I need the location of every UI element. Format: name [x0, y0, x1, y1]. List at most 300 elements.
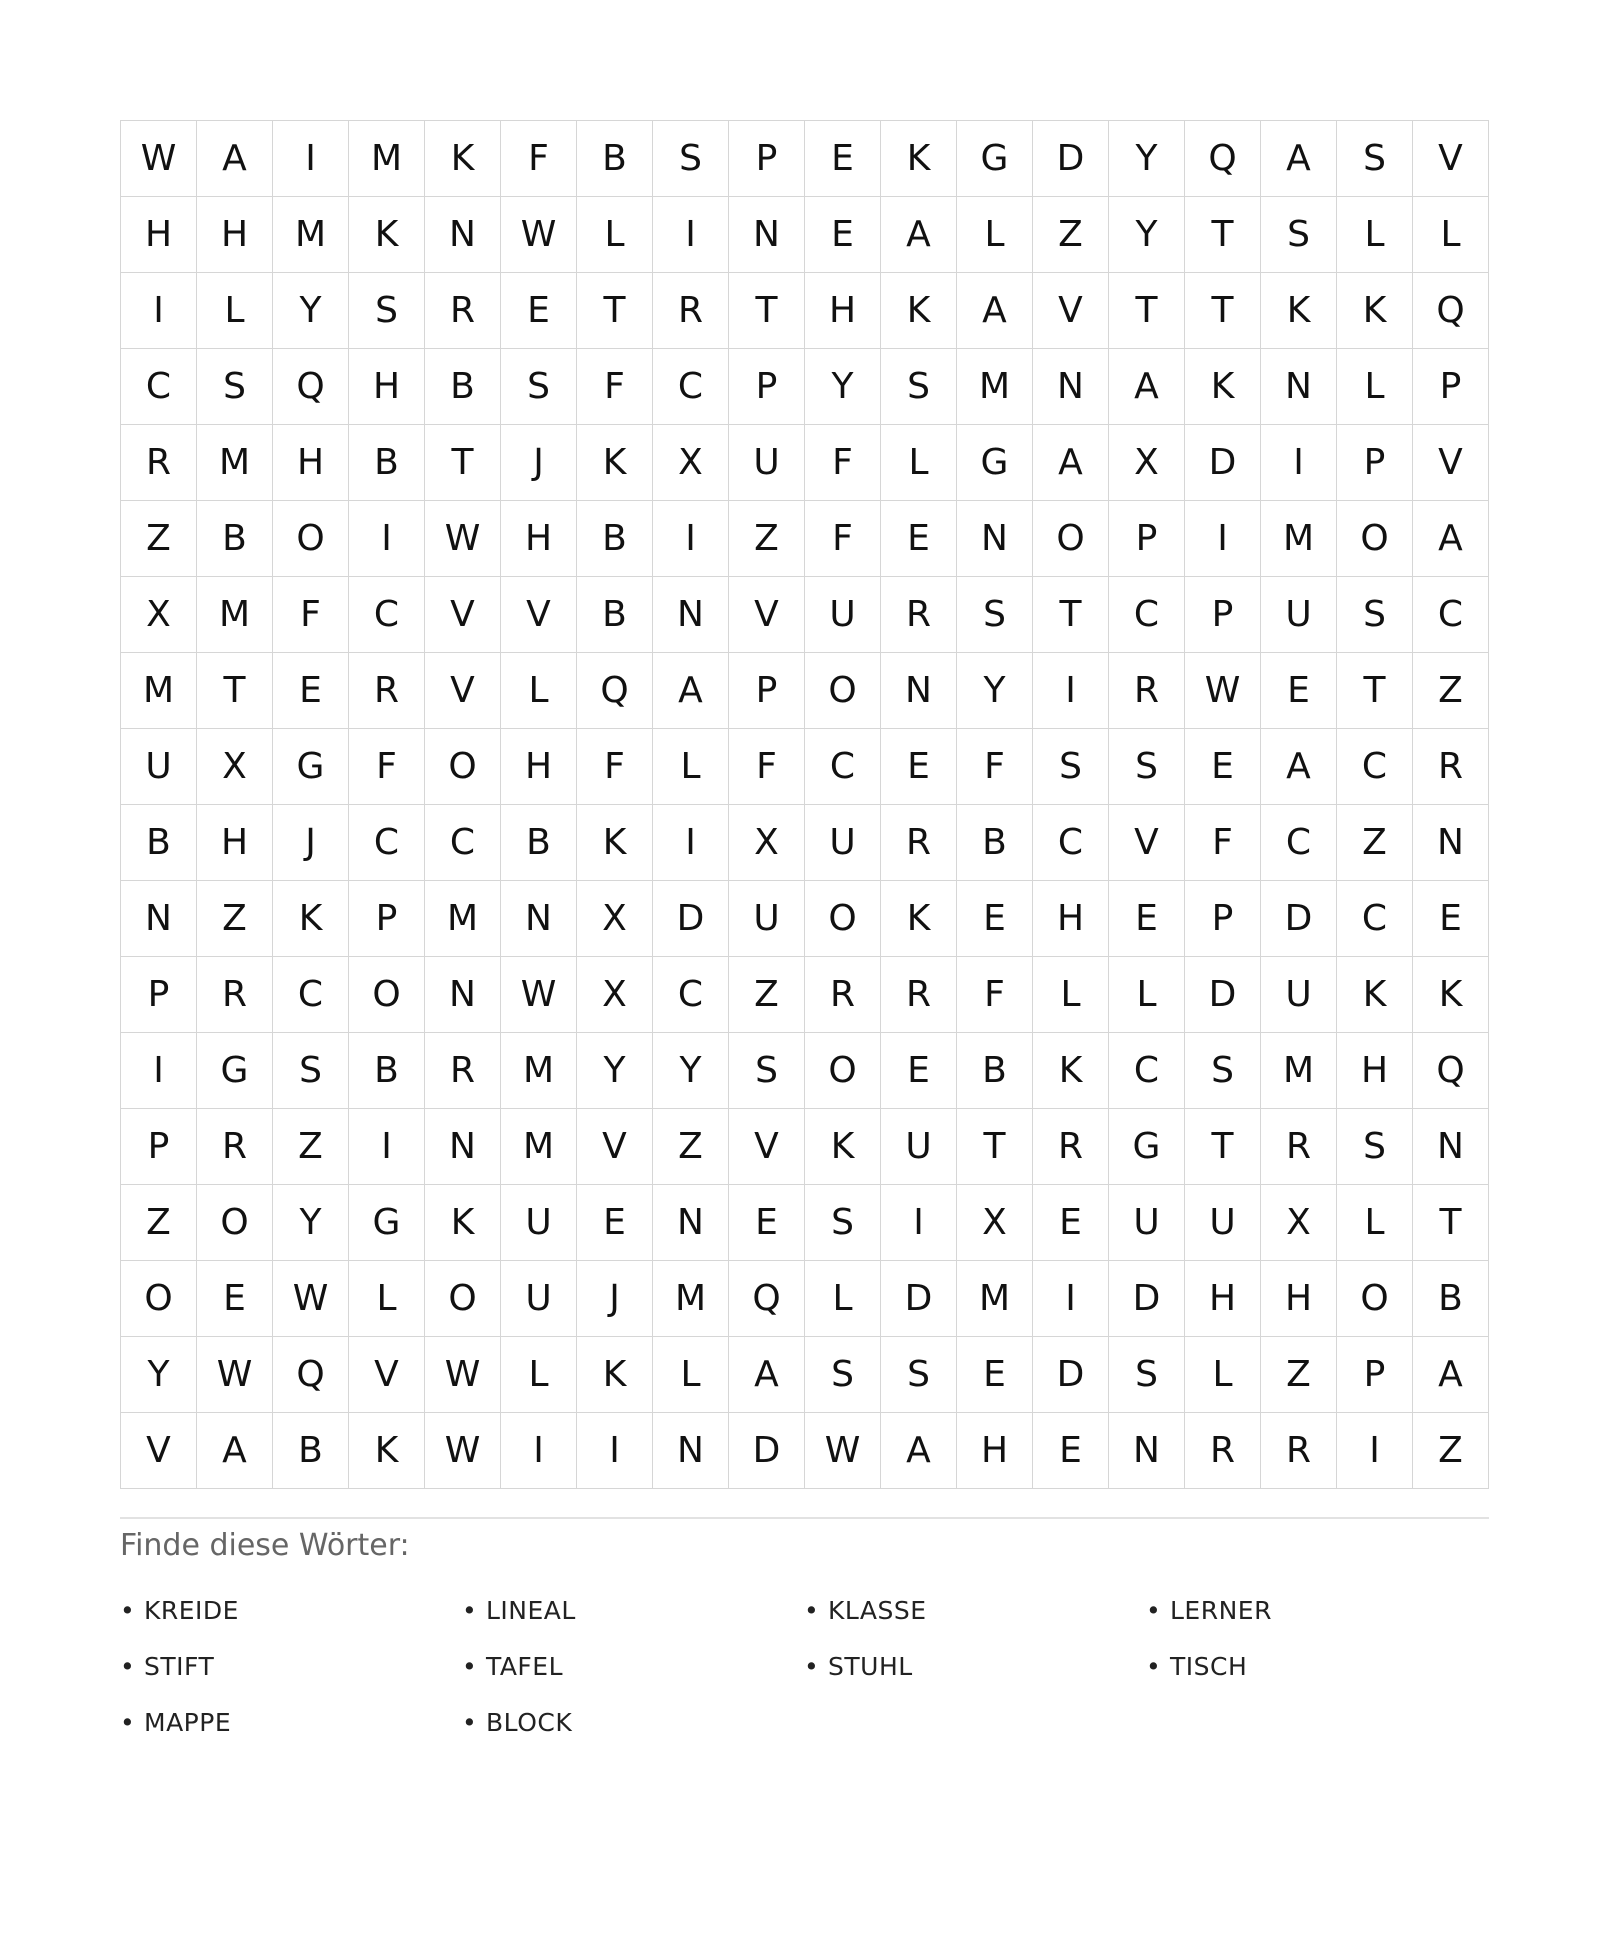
letter-cell[interactable]: S [1337, 577, 1413, 653]
letter-cell[interactable]: G [349, 1185, 425, 1261]
letter-cell[interactable]: R [805, 957, 881, 1033]
letter-cell[interactable]: W [121, 121, 197, 197]
letter-cell[interactable]: H [197, 197, 273, 273]
letter-cell[interactable]: M [957, 1261, 1033, 1337]
letter-cell[interactable]: D [1185, 957, 1261, 1033]
letter-cell[interactable]: B [1413, 1261, 1489, 1337]
letter-cell[interactable]: T [1337, 653, 1413, 729]
letter-cell[interactable]: T [425, 425, 501, 501]
letter-cell[interactable]: E [1185, 729, 1261, 805]
letter-cell[interactable]: M [957, 349, 1033, 425]
letter-cell[interactable]: S [273, 1033, 349, 1109]
letter-cell[interactable]: R [881, 577, 957, 653]
letter-cell[interactable]: Z [729, 957, 805, 1033]
letter-cell[interactable]: X [121, 577, 197, 653]
letter-cell[interactable]: P [1185, 577, 1261, 653]
letter-cell[interactable]: L [349, 1261, 425, 1337]
letter-cell[interactable]: K [577, 425, 653, 501]
letter-cell[interactable]: M [349, 121, 425, 197]
letter-cell[interactable]: L [501, 1337, 577, 1413]
letter-cell[interactable]: F [805, 501, 881, 577]
letter-cell[interactable]: A [729, 1337, 805, 1413]
letter-cell[interactable]: Q [1185, 121, 1261, 197]
letter-cell[interactable]: B [349, 1033, 425, 1109]
letter-cell[interactable]: C [1337, 729, 1413, 805]
letter-cell[interactable]: G [957, 425, 1033, 501]
letter-cell[interactable]: T [1033, 577, 1109, 653]
letter-cell[interactable]: H [1033, 881, 1109, 957]
letter-cell[interactable]: C [121, 349, 197, 425]
letter-cell[interactable]: S [1109, 1337, 1185, 1413]
letter-cell[interactable]: A [653, 653, 729, 729]
letter-cell[interactable]: X [957, 1185, 1033, 1261]
letter-cell[interactable]: X [577, 957, 653, 1033]
letter-cell[interactable]: P [1337, 425, 1413, 501]
letter-cell[interactable]: H [273, 425, 349, 501]
letter-cell[interactable]: K [881, 881, 957, 957]
letter-cell[interactable]: X [577, 881, 653, 957]
letter-cell[interactable]: F [273, 577, 349, 653]
letter-cell[interactable]: R [1109, 653, 1185, 729]
letter-cell[interactable]: L [653, 1337, 729, 1413]
letter-cell[interactable]: D [1033, 1337, 1109, 1413]
letter-cell[interactable]: K [273, 881, 349, 957]
letter-cell[interactable]: B [577, 501, 653, 577]
letter-cell[interactable]: E [957, 881, 1033, 957]
letter-cell[interactable]: B [957, 805, 1033, 881]
letter-cell[interactable]: L [957, 197, 1033, 273]
letter-cell[interactable]: S [501, 349, 577, 425]
letter-cell[interactable]: F [1185, 805, 1261, 881]
letter-cell[interactable]: P [729, 121, 805, 197]
letter-cell[interactable]: D [729, 1413, 805, 1489]
letter-cell[interactable]: P [349, 881, 425, 957]
letter-cell[interactable]: N [425, 1109, 501, 1185]
letter-cell[interactable]: I [1261, 425, 1337, 501]
letter-cell[interactable]: U [729, 425, 805, 501]
letter-cell[interactable]: R [349, 653, 425, 729]
letter-cell[interactable]: V [577, 1109, 653, 1185]
letter-cell[interactable]: B [273, 1413, 349, 1489]
letter-cell[interactable]: I [121, 273, 197, 349]
letter-cell[interactable]: P [729, 349, 805, 425]
letter-cell[interactable]: J [501, 425, 577, 501]
letter-cell[interactable]: V [1033, 273, 1109, 349]
letter-cell[interactable]: B [957, 1033, 1033, 1109]
letter-cell[interactable]: L [1337, 197, 1413, 273]
letter-cell[interactable]: E [1033, 1185, 1109, 1261]
letter-cell[interactable]: E [881, 729, 957, 805]
letter-cell[interactable]: T [577, 273, 653, 349]
letter-cell[interactable]: I [1185, 501, 1261, 577]
letter-cell[interactable]: L [577, 197, 653, 273]
letter-cell[interactable]: V [729, 577, 805, 653]
letter-cell[interactable]: Z [121, 501, 197, 577]
letter-cell[interactable]: S [881, 1337, 957, 1413]
letter-cell[interactable]: N [653, 577, 729, 653]
letter-cell[interactable]: O [197, 1185, 273, 1261]
letter-cell[interactable]: R [425, 1033, 501, 1109]
letter-cell[interactable]: A [1033, 425, 1109, 501]
letter-cell[interactable]: C [1033, 805, 1109, 881]
letter-cell[interactable]: I [577, 1413, 653, 1489]
letter-cell[interactable]: A [1413, 1337, 1489, 1413]
letter-cell[interactable]: O [805, 653, 881, 729]
letter-cell[interactable]: A [1109, 349, 1185, 425]
letter-cell[interactable]: L [1109, 957, 1185, 1033]
letter-cell[interactable]: U [1185, 1185, 1261, 1261]
letter-cell[interactable]: R [425, 273, 501, 349]
letter-cell[interactable]: S [1337, 121, 1413, 197]
letter-cell[interactable]: F [805, 425, 881, 501]
letter-cell[interactable]: U [729, 881, 805, 957]
letter-cell[interactable]: M [121, 653, 197, 729]
letter-cell[interactable]: R [197, 1109, 273, 1185]
letter-cell[interactable]: P [729, 653, 805, 729]
letter-cell[interactable]: C [805, 729, 881, 805]
letter-cell[interactable]: V [729, 1109, 805, 1185]
letter-cell[interactable]: W [197, 1337, 273, 1413]
letter-cell[interactable]: W [1185, 653, 1261, 729]
letter-cell[interactable]: Z [1033, 197, 1109, 273]
letter-cell[interactable]: I [653, 197, 729, 273]
letter-cell[interactable]: B [425, 349, 501, 425]
letter-cell[interactable]: E [805, 197, 881, 273]
letter-cell[interactable]: O [425, 1261, 501, 1337]
letter-cell[interactable]: Q [1413, 1033, 1489, 1109]
letter-cell[interactable]: E [1109, 881, 1185, 957]
letter-cell[interactable]: Y [957, 653, 1033, 729]
letter-cell[interactable]: E [501, 273, 577, 349]
letter-cell[interactable]: V [1413, 121, 1489, 197]
letter-cell[interactable]: G [197, 1033, 273, 1109]
letter-cell[interactable]: N [653, 1413, 729, 1489]
letter-cell[interactable]: N [957, 501, 1033, 577]
letter-cell[interactable]: B [121, 805, 197, 881]
letter-cell[interactable]: O [425, 729, 501, 805]
letter-cell[interactable]: I [121, 1033, 197, 1109]
letter-cell[interactable]: E [273, 653, 349, 729]
letter-cell[interactable]: V [501, 577, 577, 653]
letter-cell[interactable]: C [1261, 805, 1337, 881]
letter-cell[interactable]: A [197, 1413, 273, 1489]
letter-cell[interactable]: E [197, 1261, 273, 1337]
letter-cell[interactable]: V [1413, 425, 1489, 501]
letter-cell[interactable]: T [957, 1109, 1033, 1185]
letter-cell[interactable]: X [653, 425, 729, 501]
letter-cell[interactable]: Y [273, 1185, 349, 1261]
letter-cell[interactable]: U [501, 1185, 577, 1261]
letter-cell[interactable]: G [1109, 1109, 1185, 1185]
letter-cell[interactable]: X [1109, 425, 1185, 501]
letter-cell[interactable]: A [1261, 729, 1337, 805]
letter-cell[interactable]: P [121, 957, 197, 1033]
letter-cell[interactable]: D [881, 1261, 957, 1337]
letter-cell[interactable]: Y [805, 349, 881, 425]
letter-cell[interactable]: R [653, 273, 729, 349]
letter-cell[interactable]: S [1109, 729, 1185, 805]
letter-cell[interactable]: L [1337, 1185, 1413, 1261]
letter-cell[interactable]: E [805, 121, 881, 197]
letter-cell[interactable]: O [1337, 1261, 1413, 1337]
letter-cell[interactable]: V [121, 1413, 197, 1489]
letter-cell[interactable]: X [1261, 1185, 1337, 1261]
letter-cell[interactable]: M [501, 1033, 577, 1109]
letter-cell[interactable]: Q [729, 1261, 805, 1337]
letter-cell[interactable]: G [957, 121, 1033, 197]
letter-cell[interactable]: L [1337, 349, 1413, 425]
letter-cell[interactable]: C [273, 957, 349, 1033]
letter-cell[interactable]: H [1261, 1261, 1337, 1337]
letter-cell[interactable]: U [1261, 577, 1337, 653]
letter-cell[interactable]: R [197, 957, 273, 1033]
letter-cell[interactable]: A [881, 1413, 957, 1489]
letter-cell[interactable]: X [197, 729, 273, 805]
letter-cell[interactable]: K [349, 197, 425, 273]
letter-cell[interactable]: S [653, 121, 729, 197]
letter-cell[interactable]: M [425, 881, 501, 957]
letter-cell[interactable]: U [1261, 957, 1337, 1033]
letter-cell[interactable]: O [1337, 501, 1413, 577]
letter-cell[interactable]: S [805, 1185, 881, 1261]
letter-cell[interactable]: C [425, 805, 501, 881]
letter-cell[interactable]: B [349, 425, 425, 501]
letter-cell[interactable]: D [653, 881, 729, 957]
letter-cell[interactable]: E [881, 501, 957, 577]
letter-cell[interactable]: E [957, 1337, 1033, 1413]
letter-cell[interactable]: S [1033, 729, 1109, 805]
letter-cell[interactable]: D [1261, 881, 1337, 957]
letter-cell[interactable]: N [425, 197, 501, 273]
letter-cell[interactable]: H [501, 729, 577, 805]
letter-cell[interactable]: K [1413, 957, 1489, 1033]
letter-cell[interactable]: K [349, 1413, 425, 1489]
letter-cell[interactable]: A [197, 121, 273, 197]
letter-cell[interactable]: V [425, 653, 501, 729]
letter-cell[interactable]: X [729, 805, 805, 881]
letter-cell[interactable]: W [425, 1337, 501, 1413]
letter-cell[interactable]: H [957, 1413, 1033, 1489]
letter-cell[interactable]: T [729, 273, 805, 349]
letter-cell[interactable]: I [881, 1185, 957, 1261]
letter-cell[interactable]: W [501, 197, 577, 273]
letter-cell[interactable]: U [881, 1109, 957, 1185]
letter-cell[interactable]: G [273, 729, 349, 805]
letter-cell[interactable]: C [349, 805, 425, 881]
letter-cell[interactable]: N [1413, 1109, 1489, 1185]
letter-cell[interactable]: Q [273, 349, 349, 425]
letter-cell[interactable]: L [1185, 1337, 1261, 1413]
letter-cell[interactable]: O [805, 881, 881, 957]
letter-cell[interactable]: Q [273, 1337, 349, 1413]
letter-cell[interactable]: U [121, 729, 197, 805]
letter-cell[interactable]: T [197, 653, 273, 729]
letter-cell[interactable]: K [577, 1337, 653, 1413]
letter-cell[interactable]: U [805, 805, 881, 881]
letter-cell[interactable]: S [197, 349, 273, 425]
letter-cell[interactable]: P [1185, 881, 1261, 957]
letter-cell[interactable]: K [881, 121, 957, 197]
letter-cell[interactable]: N [653, 1185, 729, 1261]
letter-cell[interactable]: T [1413, 1185, 1489, 1261]
letter-cell[interactable]: S [349, 273, 425, 349]
letter-cell[interactable]: C [1413, 577, 1489, 653]
letter-cell[interactable]: L [881, 425, 957, 501]
letter-cell[interactable]: L [805, 1261, 881, 1337]
letter-cell[interactable]: H [121, 197, 197, 273]
letter-cell[interactable]: F [577, 349, 653, 425]
letter-cell[interactable]: B [197, 501, 273, 577]
letter-cell[interactable]: A [881, 197, 957, 273]
letter-cell[interactable]: C [1109, 577, 1185, 653]
letter-cell[interactable]: N [425, 957, 501, 1033]
letter-cell[interactable]: V [349, 1337, 425, 1413]
letter-cell[interactable]: Y [273, 273, 349, 349]
letter-cell[interactable]: F [729, 729, 805, 805]
letter-cell[interactable]: L [653, 729, 729, 805]
letter-cell[interactable]: L [1413, 197, 1489, 273]
letter-cell[interactable]: M [1261, 501, 1337, 577]
letter-cell[interactable]: C [1109, 1033, 1185, 1109]
letter-cell[interactable]: R [1261, 1109, 1337, 1185]
letter-cell[interactable]: E [1261, 653, 1337, 729]
letter-cell[interactable]: M [653, 1261, 729, 1337]
letter-cell[interactable]: H [349, 349, 425, 425]
letter-cell[interactable]: A [957, 273, 1033, 349]
letter-cell[interactable]: H [197, 805, 273, 881]
letter-cell[interactable]: I [653, 501, 729, 577]
letter-cell[interactable]: R [121, 425, 197, 501]
letter-cell[interactable]: K [1185, 349, 1261, 425]
letter-cell[interactable]: M [197, 425, 273, 501]
letter-cell[interactable]: R [1261, 1413, 1337, 1489]
letter-cell[interactable]: Y [1109, 121, 1185, 197]
letter-cell[interactable]: S [1185, 1033, 1261, 1109]
letter-cell[interactable]: C [349, 577, 425, 653]
letter-cell[interactable]: S [881, 349, 957, 425]
letter-cell[interactable]: N [1413, 805, 1489, 881]
letter-cell[interactable]: H [805, 273, 881, 349]
letter-cell[interactable]: O [273, 501, 349, 577]
letter-cell[interactable]: W [805, 1413, 881, 1489]
letter-cell[interactable]: B [501, 805, 577, 881]
letter-cell[interactable]: Z [653, 1109, 729, 1185]
letter-cell[interactable]: K [1337, 273, 1413, 349]
letter-cell[interactable]: E [577, 1185, 653, 1261]
letter-cell[interactable]: H [1185, 1261, 1261, 1337]
letter-cell[interactable]: C [653, 957, 729, 1033]
letter-cell[interactable]: I [1033, 1261, 1109, 1337]
letter-cell[interactable]: I [349, 501, 425, 577]
letter-cell[interactable]: R [1033, 1109, 1109, 1185]
letter-cell[interactable]: C [1337, 881, 1413, 957]
letter-cell[interactable]: N [881, 653, 957, 729]
letter-cell[interactable]: O [121, 1261, 197, 1337]
letter-cell[interactable]: N [729, 197, 805, 273]
letter-cell[interactable]: K [881, 273, 957, 349]
letter-cell[interactable]: Y [653, 1033, 729, 1109]
letter-cell[interactable]: N [1033, 349, 1109, 425]
letter-cell[interactable]: B [577, 121, 653, 197]
letter-cell[interactable]: Y [577, 1033, 653, 1109]
letter-cell[interactable]: A [1413, 501, 1489, 577]
letter-cell[interactable]: P [1109, 501, 1185, 577]
letter-cell[interactable]: T [1185, 273, 1261, 349]
letter-cell[interactable]: L [197, 273, 273, 349]
letter-cell[interactable]: V [1109, 805, 1185, 881]
letter-cell[interactable]: P [1337, 1337, 1413, 1413]
letter-cell[interactable]: M [197, 577, 273, 653]
letter-cell[interactable]: I [273, 121, 349, 197]
letter-cell[interactable]: Z [121, 1185, 197, 1261]
letter-cell[interactable]: Z [273, 1109, 349, 1185]
letter-cell[interactable]: E [729, 1185, 805, 1261]
letter-cell[interactable]: P [121, 1109, 197, 1185]
letter-cell[interactable]: Y [1109, 197, 1185, 273]
letter-cell[interactable]: K [425, 1185, 501, 1261]
letter-cell[interactable]: Z [197, 881, 273, 957]
letter-cell[interactable]: I [501, 1413, 577, 1489]
letter-cell[interactable]: A [1261, 121, 1337, 197]
letter-cell[interactable]: H [1337, 1033, 1413, 1109]
letter-cell[interactable]: U [1109, 1185, 1185, 1261]
letter-cell[interactable]: L [501, 653, 577, 729]
letter-cell[interactable]: E [1033, 1413, 1109, 1489]
letter-cell[interactable]: N [501, 881, 577, 957]
letter-cell[interactable]: R [1413, 729, 1489, 805]
letter-cell[interactable]: W [425, 501, 501, 577]
letter-cell[interactable]: W [273, 1261, 349, 1337]
letter-cell[interactable]: I [653, 805, 729, 881]
letter-cell[interactable]: T [1109, 273, 1185, 349]
letter-cell[interactable]: C [653, 349, 729, 425]
letter-cell[interactable]: T [1185, 1109, 1261, 1185]
letter-cell[interactable]: Q [577, 653, 653, 729]
letter-cell[interactable]: M [501, 1109, 577, 1185]
letter-cell[interactable]: E [1413, 881, 1489, 957]
letter-cell[interactable]: I [1033, 653, 1109, 729]
letter-cell[interactable]: K [1033, 1033, 1109, 1109]
letter-cell[interactable]: D [1109, 1261, 1185, 1337]
letter-cell[interactable]: S [805, 1337, 881, 1413]
letter-cell[interactable]: Z [1413, 1413, 1489, 1489]
letter-cell[interactable]: L [1033, 957, 1109, 1033]
letter-cell[interactable]: R [1185, 1413, 1261, 1489]
letter-cell[interactable]: J [577, 1261, 653, 1337]
letter-cell[interactable]: D [1033, 121, 1109, 197]
letter-cell[interactable]: S [1261, 197, 1337, 273]
letter-cell[interactable]: M [1261, 1033, 1337, 1109]
letter-cell[interactable]: D [1185, 425, 1261, 501]
letter-cell[interactable]: N [121, 881, 197, 957]
letter-cell[interactable]: Z [729, 501, 805, 577]
letter-cell[interactable]: M [273, 197, 349, 273]
letter-cell[interactable]: O [349, 957, 425, 1033]
letter-cell[interactable]: T [1185, 197, 1261, 273]
letter-cell[interactable]: R [881, 805, 957, 881]
letter-cell[interactable]: I [349, 1109, 425, 1185]
letter-cell[interactable]: K [805, 1109, 881, 1185]
letter-cell[interactable]: S [1337, 1109, 1413, 1185]
letter-cell[interactable]: I [1337, 1413, 1413, 1489]
letter-cell[interactable]: Q [1413, 273, 1489, 349]
letter-cell[interactable]: S [957, 577, 1033, 653]
letter-cell[interactable]: F [957, 729, 1033, 805]
letter-cell[interactable]: H [501, 501, 577, 577]
letter-cell[interactable]: J [273, 805, 349, 881]
letter-cell[interactable]: E [881, 1033, 957, 1109]
letter-cell[interactable]: O [805, 1033, 881, 1109]
